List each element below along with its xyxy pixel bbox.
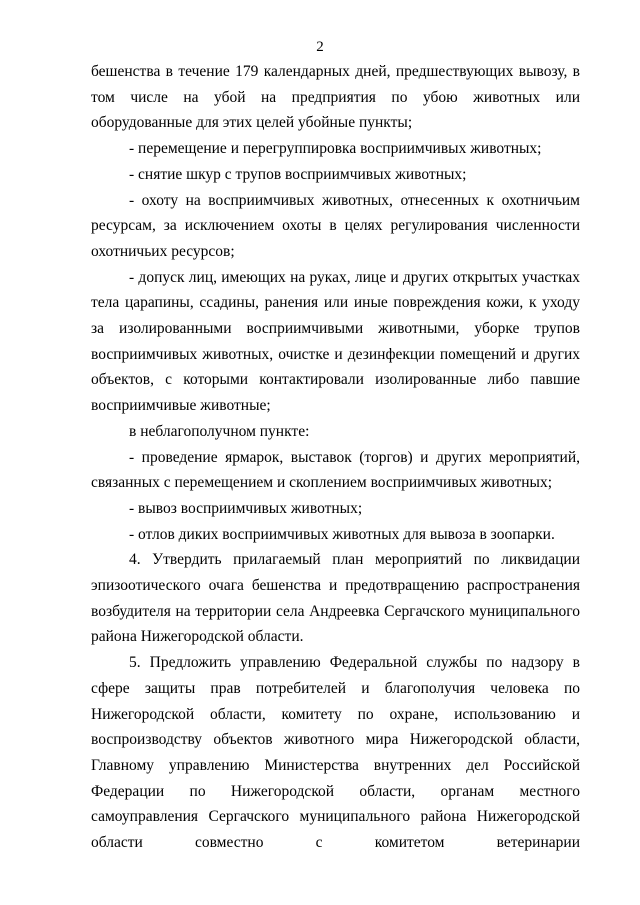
- list-item-export: - вывоз восприимчивых животных;: [129, 499, 363, 517]
- subheading-unfavorable-point: в неблагополучном пункте:: [129, 422, 310, 440]
- list-item-relocation: - перемещение и перегруппировка восприимчивых животных;: [129, 140, 542, 158]
- document-body: [91, 59, 580, 856]
- list-item-capture: - отлов диких восприимчивых животных для вывоза в зоопарки.: [129, 525, 555, 543]
- list-item-hunting: - охоту на восприимчивых животных, отнесенных к охотничьим ресурсам, за исключением охоты в целях регулирования численности охотничьих ресурсов;: [91, 191, 580, 260]
- list-item-fairs: - проведение ярмарок, выставок (торгов) и других мероприятий, связанных с перемещением и скоплением восприимчивых животных;: [91, 448, 580, 492]
- page-number: 2: [316, 39, 324, 55]
- clause-5: 5. Предложить управлению Федеральной службы по надзору в сфере защиты прав потребителей и благополучия человека по Нижегородской области, комитету по охране, использованию и воспроизводству объектов животного мира Нижегородской области, Главному управлению Министерства внутренних дел Российской Федерации по Нижегородской области, органам местного самоуправления Сергачского муниципального района Нижегородской области совместно с комитетом ветеринарии: [91, 654, 580, 852]
- paragraph-continuation: бешенства в течение 179 календарных дней, предшествующих вывозу, в том числе на убой на предприятия по убою животных или оборудованные для этих целей убойные пункты;: [91, 63, 580, 132]
- list-item-skinning: - снятие шкур с трупов восприимчивых животных;: [129, 165, 467, 183]
- list-item-admission: - допуск лиц, имеющих на руках, лице и других открытых участках тела царапины, ссадины, ранения или иные повреждения кожи, к уходу за изолированными восприимчивыми животными, уборке трупов восприимчивых животных, очистке и дезинфекции помещений и других объектов, с которыми контактировали изолированные либо павшие восприимчивые животные;: [91, 268, 580, 415]
- clause-4: 4. Утвердить прилагаемый план мероприятий по ликвидации эпизоотического очага бешенства и предотвращению распространения возбудителя на территории села Андреевка Сергачского муниципального района Нижегородской области.: [91, 551, 580, 646]
